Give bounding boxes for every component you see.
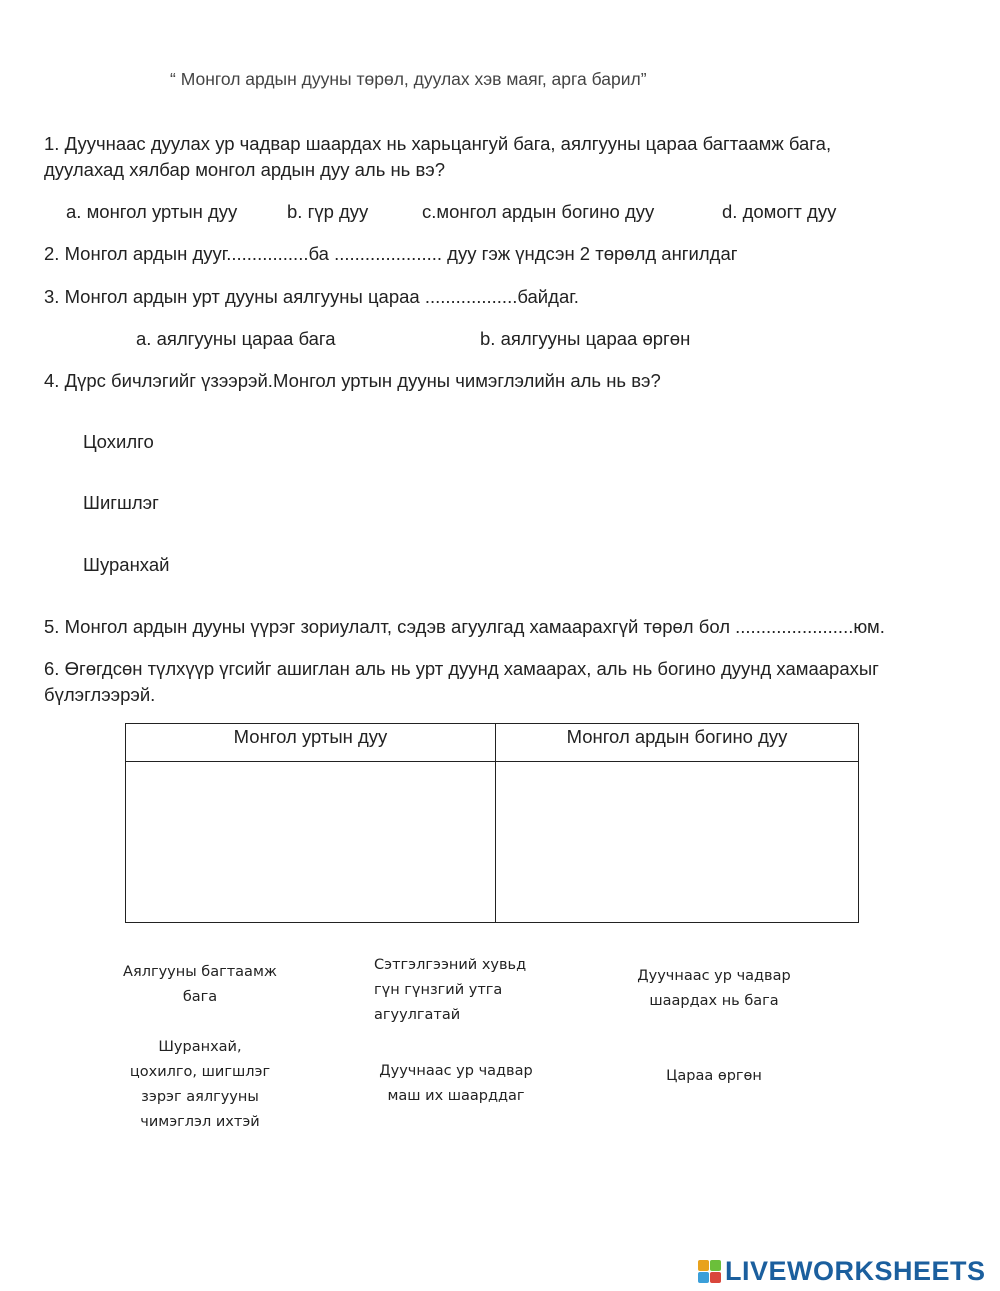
question-5: 5. Монгол ардын дууны үүрэг зориулалт, сэдэв агуулгад хамаарахгүй төрөл бол .......................юм. xyxy=(44,616,885,637)
question-1-line-1: 1. Дуучнаас дуулах ур чадвар шаардах нь харьцангуй бага, аялгууны цараа багтаамж бага, xyxy=(44,133,832,154)
question-4-option-2[interactable]: Шигшлэг xyxy=(83,492,159,513)
question-3-option-a[interactable]: a. аялгууны цараа бага xyxy=(136,328,336,349)
drag-card-5[interactable]: Дуучнаас ур чадвар маш их шаарддаг xyxy=(379,1063,533,1104)
drag-card-2[interactable]: Сэтгэлгээний хувьд гүн гүнзгий утга агуулгатай xyxy=(374,957,527,1023)
liveworksheets-logo xyxy=(698,1256,986,1286)
worksheet-title: “ Монгол ардын дууны төрөл, дуулах хэв маяг, арга барил” xyxy=(170,69,647,89)
drag-card-4[interactable]: Шуранхай, цохилго, шигшлэг зэрэг аялгууны чимэглэл ихтэй xyxy=(129,1039,271,1130)
column-header-short-song: Монгол ардын богино дуу xyxy=(496,724,859,762)
question-1-option-b[interactable]: b. гүр дуу xyxy=(287,201,369,222)
liveworksheets-logo-text: LIVEWORKSHEETS xyxy=(725,1255,986,1286)
liveworksheets-logo-icon xyxy=(698,1260,721,1283)
question-1-line-2: дуулахад хялбар монгол ардын дуу аль нь вэ? xyxy=(44,159,446,180)
question-1-option-d[interactable]: d. домогт дуу xyxy=(722,201,837,222)
drag-card-3[interactable]: Дуучнаас ур чадвар шаардах нь бага xyxy=(637,968,791,1009)
drag-card-1[interactable]: Аялгууны багтаамж бага xyxy=(123,964,277,1005)
question-1-option-c[interactable]: c.монгол ардын богино дуу xyxy=(422,201,655,222)
question-2: 2. Монгол ардын дууг................ба ..................... дуу гэж үндсэн 2 төрөлд ангилдаг xyxy=(44,243,738,264)
question-6-line-1: 6. Өгөгдсөн түлхүүр үгсийг ашиглан аль нь урт дуунд хамаарах, аль нь богино дуунд хамаарахыг xyxy=(44,658,879,679)
question-4: 4. Дүрс бичлэгийг үзээрэй.Монгол уртын дууны чимэглэлийн аль нь вэ? xyxy=(44,370,661,391)
question-1-option-a[interactable]: a. монгол уртын дуу xyxy=(66,201,238,222)
column-header-long-song: Монгол уртын дуу xyxy=(126,724,496,762)
question-6-line-2: бүлэглээрэй. xyxy=(44,684,156,705)
question-3-option-b[interactable]: b. аялгууны цараа өргөн xyxy=(480,328,691,349)
question-3: 3. Монгол ардын урт дууны аялгууны цараа ..................байдаг. xyxy=(44,286,579,307)
question-4-option-1[interactable]: Цохилго xyxy=(83,431,154,452)
sorting-table xyxy=(125,723,859,923)
question-4-option-3[interactable]: Шуранхай xyxy=(83,554,170,575)
drop-zone-short-song[interactable] xyxy=(496,762,859,923)
drop-zone-long-song[interactable] xyxy=(126,762,496,923)
drag-card-6[interactable]: Цараа өргөн xyxy=(666,1068,762,1084)
